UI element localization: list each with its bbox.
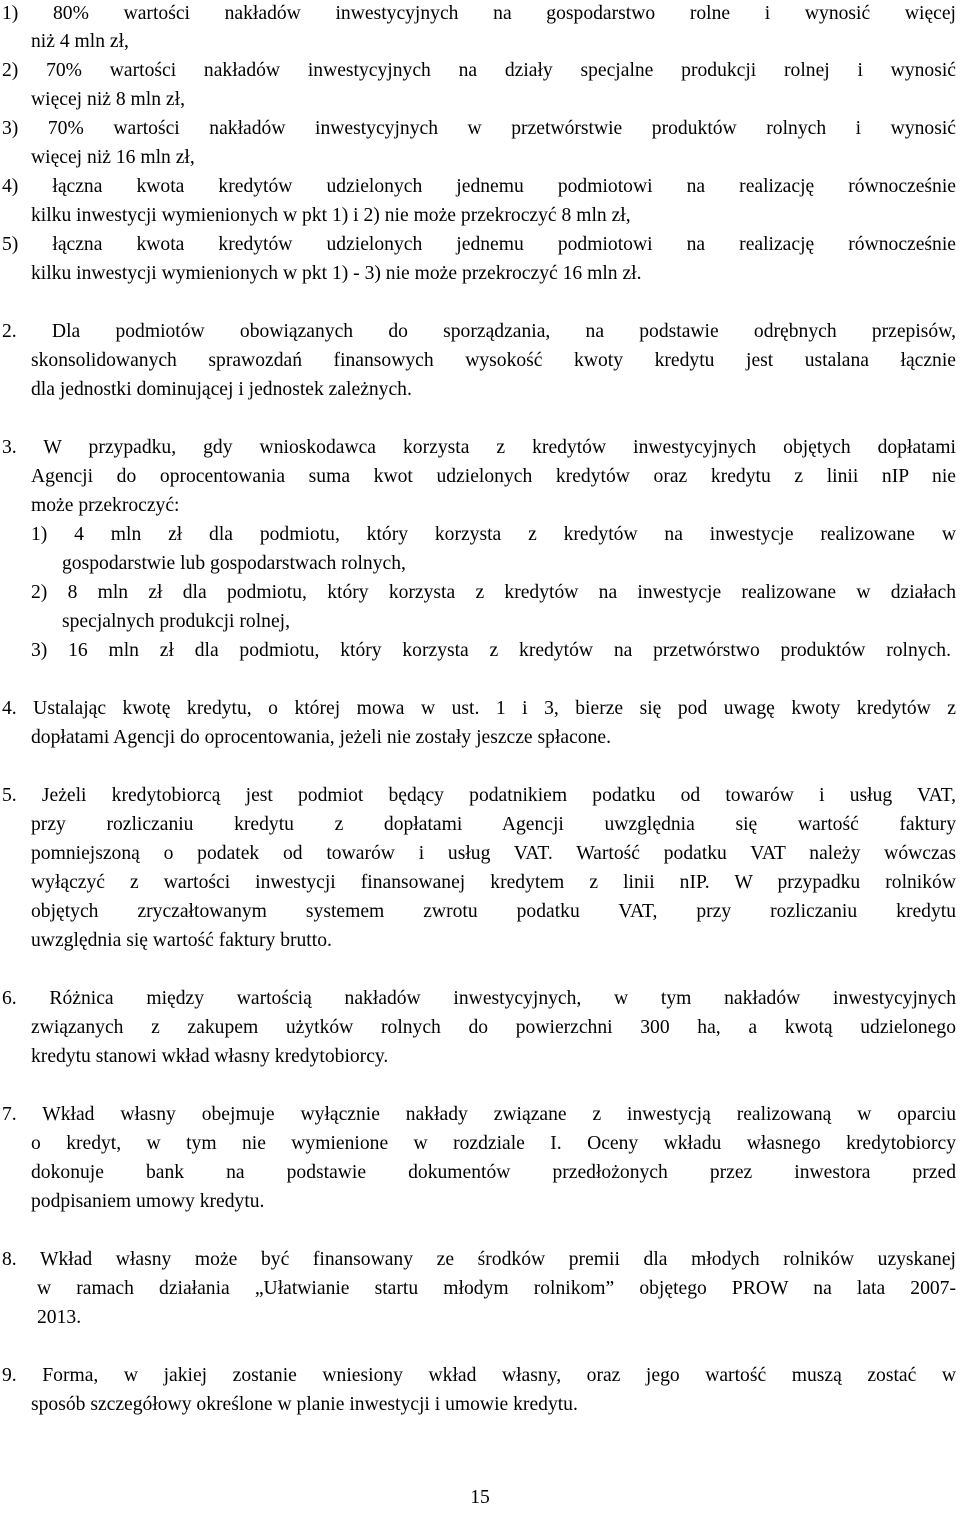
- text-line: 6. Różnica między wartością nakładów inwestycyjnych, w tym nakładów inwestycyjnych: [2, 988, 956, 1009]
- text-line: 9. Forma, w jakiej zostanie wniesiony wkład własny, oraz jego wartość muszą zostać w: [2, 1365, 956, 1386]
- text-line: więcej niż 16 mln zł,: [31, 147, 195, 168]
- text-line: o kredyt, w tym nie wymienione w rozdziale I. Oceny wkładu własnego kredytobiorcy: [31, 1133, 956, 1154]
- text-line: 5. Jeżeli kredytobiorcą jest podmiot będący podatnikiem podatku od towarów i usług VAT,: [2, 785, 956, 806]
- text-line: przy rozliczaniu kredytu z dopłatami Agencji uwzględnia się wartość faktury: [31, 814, 956, 835]
- text-line: skonsolidowanych sprawozdań finansowych wysokość kwoty kredytu jest ustalana łącznie: [31, 350, 956, 371]
- page-number: 15: [470, 1487, 490, 1508]
- text-line: objętych zryczałtowanym systemem zwrotu podatku VAT, przy rozliczaniu kredytu: [31, 901, 956, 922]
- text-line: kilku inwestycji wymienionych w pkt 1) - 3) nie może przekroczyć 16 mln zł.: [31, 263, 642, 284]
- text-line: związanych z zakupem użytków rolnych do powierzchni 300 ha, a kwotą udzielonego: [31, 1017, 956, 1038]
- text-line: 3) 70% wartości nakładów inwestycyjnych w przetwórstwie produktów rolnych i wynosić: [2, 118, 956, 139]
- text-line: w ramach działania „Ułatwianie startu młodym rolnikom” objętego PROW na lata 2007-: [37, 1278, 956, 1299]
- text-line: 2013.: [37, 1307, 82, 1328]
- text-line: 4. Ustalając kwotę kredytu, o której mowa w ust. 1 i 3, bierze się pod uwagę kwoty kredytów z: [2, 698, 956, 719]
- text-line: pomniejszoną o podatek od towarów i usług VAT. Wartość podatku VAT należy wówczas: [31, 843, 956, 864]
- text-line: 7. Wkład własny obejmuje wyłącznie nakłady związane z inwestycją realizowaną w oparciu: [2, 1104, 956, 1125]
- text-line: 5) łączna kwota kredytów udzielonych jednemu podmiotowi na realizację równocześnie: [2, 234, 956, 255]
- text-line: gospodarstwie lub gospodarstwach rolnych,: [62, 553, 406, 574]
- text-line: uwzględnia się wartość faktury brutto.: [31, 930, 332, 951]
- text-line: 3. W przypadku, gdy wnioskodawca korzysta z kredytów inwestycyjnych objętych dopłatami: [2, 437, 956, 458]
- text-line: sposób szczegółowy określone w planie inwestycji i umowie kredytu.: [31, 1394, 578, 1415]
- text-line: 2. Dla podmiotów obowiązanych do sporządzania, na podstawie odrębnych przepisów,: [2, 321, 956, 342]
- text-line: wyłączyć z wartości inwestycji finansowanej kredytem z linii nIP. W przypadku rolników: [31, 872, 956, 893]
- text-line: dla jednostki dominującej i jednostek zależnych.: [31, 379, 412, 400]
- text-line: 2) 70% wartości nakładów inwestycyjnych na działy specjalne produkcji rolnej i wynosić: [2, 60, 956, 81]
- text-line: więcej niż 8 mln zł,: [31, 89, 185, 110]
- text-line: 1) 80% wartości nakładów inwestycyjnych na gospodarstwo rolne i wynosić więcej: [2, 3, 956, 24]
- text-line: specjalnych produkcji rolnej,: [62, 611, 290, 632]
- text-line: kredytu stanowi wkład własny kredytobiorcy.: [31, 1046, 389, 1067]
- text-line: dopłatami Agencji do oprocentowania, jeżeli nie zostały jeszcze spłacone.: [31, 727, 611, 748]
- text-line: 1) 4 mln zł dla podmiotu, który korzysta z kredytów na inwestycje realizowane w: [31, 524, 956, 545]
- text-line: podpisaniem umowy kredytu.: [31, 1191, 265, 1212]
- text-line: 8. Wkład własny może być finansowany ze środków premii dla młodych rolników uzyskanej: [2, 1249, 956, 1270]
- text-line: niż 4 mln zł,: [31, 31, 129, 52]
- text-line: 4) łączna kwota kredytów udzielonych jednemu podmiotowi na realizację równocześnie: [2, 176, 956, 197]
- text-line: 2) 8 mln zł dla podmiotu, który korzysta z kredytów na inwestycje realizowane w działach: [31, 582, 956, 603]
- text-line: 3) 16 mln zł dla podmiotu, który korzysta z kredytów na przetwórstwo produktów rolnych.: [31, 640, 951, 661]
- text-line: może przekroczyć:: [31, 495, 180, 516]
- text-line: Agencji do oprocentowania suma kwot udzielonych kredytów oraz kredytu z linii nIP nie: [31, 466, 956, 487]
- text-line: kilku inwestycji wymienionych w pkt 1) i 2) nie może przekroczyć 8 mln zł,: [31, 205, 631, 226]
- text-line: dokonuje bank na podstawie dokumentów przedłożonych przez inwestora przed: [31, 1162, 956, 1183]
